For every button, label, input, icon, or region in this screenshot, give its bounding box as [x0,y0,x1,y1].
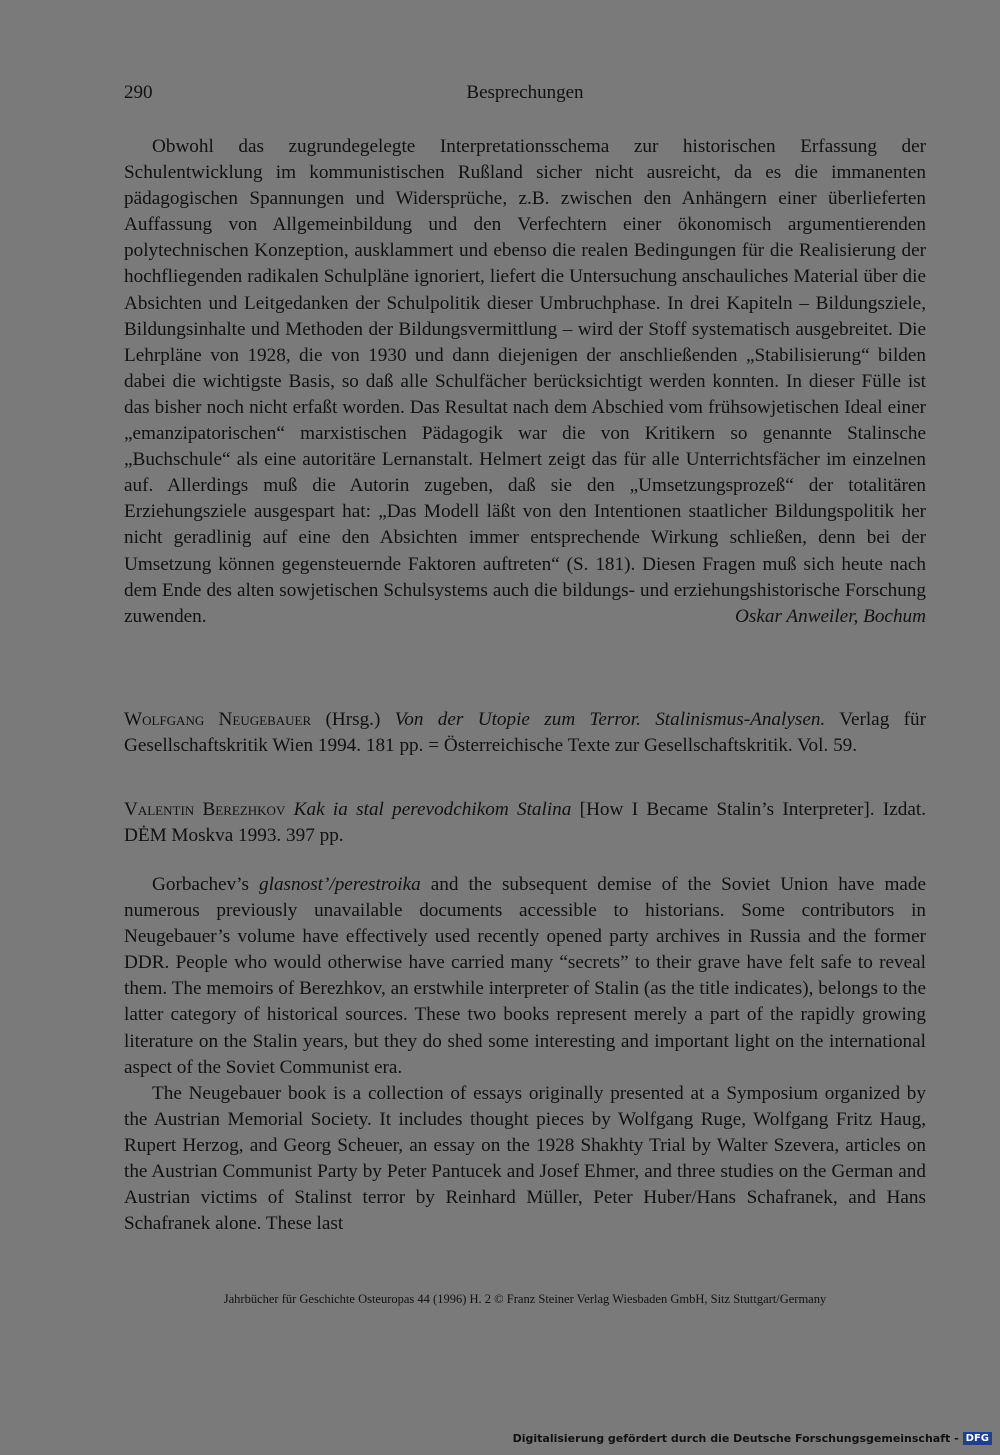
book-details: Verlag für Gesellschaftskritik Wien 1994. 181 pp. = Österreichische Texte zur Gesellschaftskritik. Vol. 59. [124,709,926,757]
running-head: Besprechungen [466,82,584,103]
bibliographic-entry-berezhkov [124,797,926,849]
review-paragraph: The Neugebauer book is a collection of essays originally presented at a Symposium organized by the Austrian Memorial Society. It includes thought pieces by Wolfgang Ruge, Wolfgang Fritz Haug, Rupert Herzog, and Georg Scheuer, an essay on the 1928 Shakhty Trial by Walter Szevera, articles on the Austrian Communist Party by Peter Pantucek and Josef Ehmer, and three studies on the German and Austrian victims of Stalinst terror by Reinhard Müller, Peter Huber/Hans Schafranek, and Hans Schafranek alone. These last [124,1082,926,1235]
review-paragraph: Obwohl das zugrundegelegte Interpretationsschema zur historischen Erfassung der Schulentwicklung im kommunistischen Rußland sicher nicht ausreicht, da es die immanenten pädagogischen Spannungen und Widersprüche, z.B. zwischen den Anhängern einer überlieferten Auffassung von Allgemeinbildung und den Verfechtern einer ökonomisch argumentierenden polytechnischen Konzeption, ausklammert und ebenso die realen Bedingungen für die Realisierung der hochfliegenden radikalen Schulpläne ignoriert, liefert die Untersuchung anschauliches Material über die Absichten und Leitgedanken der Schulpolitik dieser Umbruchphase. In drei Kapiteln – Bildungsziele, Bildungsinhalte und Methoden der Bildungsvermittlung – wird der Stoff systematisch ausgebreitet. Die Lehrpläne von 1928, die von 1930 und dann diejenigen der anschließenden „Stabilisierung“ bilden dabei die wichtigste Basis, so daß alle Schulfächer berücksichtigt werden konnten. In dieser Fülle ist das bisher noch nicht erfaßt worden. Das Resultat nach dem Abschied vom frühsowjetischen Ideal einer „emanzipatorischen“ marxistischen Pädagogik war die von Kritikern so genannte Stalinsche „Buchschule“ als eine autoritäre Lernanstalt. Helmert zeigt das für alle Unterrichtsfächer im einzelnen auf. Allerdings muß die Autorin zugeben, daß sie den „Umsetzungsprozeß“ der totalitären Erziehungsziele ausgespart hat: „Das Modell läßt von den Intentionen staatlicher Bildungspolitik her nicht geradlinig auf eine den Absichten immer entsprechende Wirkung schließen, denn bei der Umsetzung können gegensteuernde Faktoren auftreten“ (S. 181). Diesen Fragen muß sich heute nach dem Ende des alten sowjetischen Schulsystems auch die bildungs- und erziehungshistorische Forschung zuwenden. Oskar Anweiler, Bochum [124,134,926,630]
review-body-german [124,134,926,630]
page-number: 290 [124,82,153,103]
book-author: Valentin Berezhkov [124,799,286,820]
review-paragraph: Gorbachev’s glasnost’/perestroika and the subsequent demise of the Soviet Union have made numerous previously unavailable documents accessible to historians. Some contributors in Neugebauer’s volume have effectively used recently opened party archives in Russia and the former DDR. People who would otherwise have carried many “secrets” to their grave have felt safe to reveal them. The memoirs of Berezhkov, an erstwhile interpreter of Stalin (as the title indicates), belongs to the latter category of historical sources. These two books represent merely a part of the rapidly growing literature on the Stalin years, but they do shed some interesting and important light on the international aspect of the Soviet Communist era. [124,874,927,1078]
book-title: Von der Utopie zum Terror. Stalinismus-Analysen. [394,709,826,730]
book-title: Kak ia stal perevodchikom Stalina [293,799,572,820]
bibliographic-entry-neugebauer: Wolfgang Neugebauer (Hrsg.) Von der Utopie zum Terror. Stalinismus-Analysen. Verlag für Gesellschaftskritik Wien 1994. 181 pp. = Österreichische Texte zur Gesellschaftskritik. Vol. 59. [124,709,926,757]
book-details: [How I Became Stalin’s Interpreter]. Izdat. DĖM Moskva 1993. 397 pp. [124,799,926,847]
reviewer-signature: Oskar Anweiler, Bochum [735,605,926,627]
dfg-logo-icon: DFG [963,1432,992,1445]
page-header [124,82,926,108]
journal-footer: Jahrbücher für Geschichte Osteuropas 44 (1996) H. 2 © Franz Steiner Verlag Wiesbaden GmbH, Sitz Stuttgart/Germany [223,1292,827,1306]
review-body-english [124,872,926,1237]
digitization-notice: Digitalisierung gefördert durch die Deutsche Forschungsgemeinschaft - DFG [513,1432,992,1445]
book-author: Wolfgang Neugebauer [124,709,312,730]
